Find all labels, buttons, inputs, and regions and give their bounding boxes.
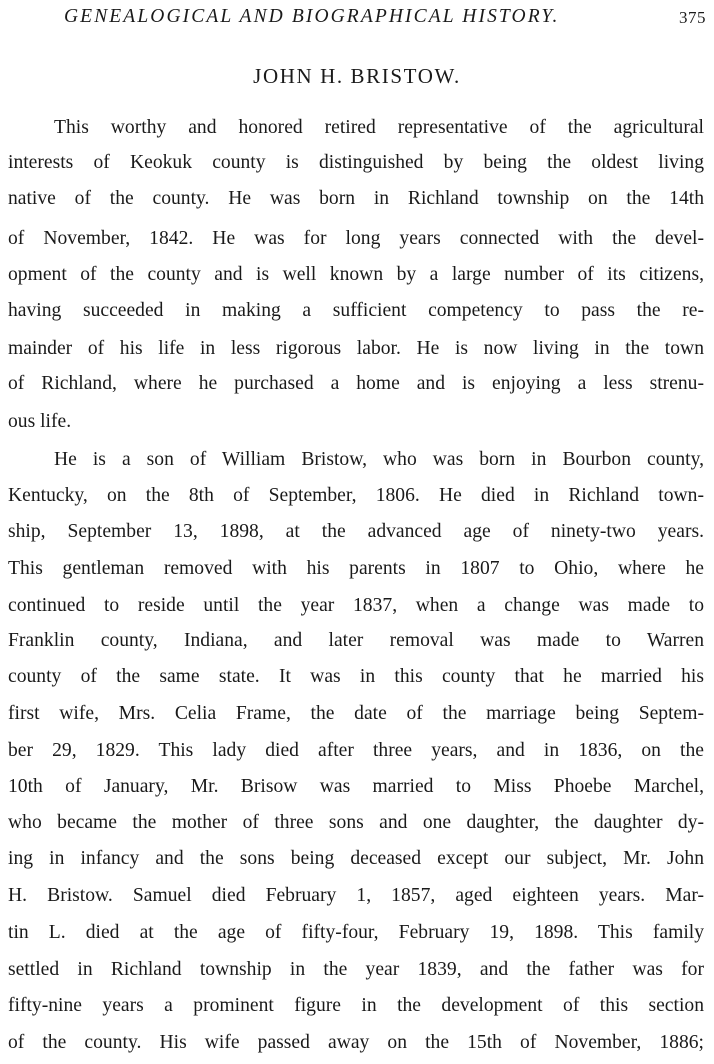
text-line: native of the county. He was born in Richland township on the 14th — [8, 188, 704, 209]
text-line: 10th of January, Mr. Brisow was married to Miss Phoebe Marchel, — [8, 776, 704, 797]
text-line: having succeeded in making a sufficient competency to pass the re- — [8, 300, 704, 321]
text-line: of November, 1842. He was for long years connected with the devel- — [8, 228, 704, 249]
text-line: who became the mother of three sons and one daughter, the daughter dy- — [8, 812, 704, 833]
text-line: Kentucky, on the 8th of September, 1806. He died in Richland town- — [8, 485, 704, 506]
text-line: opment of the county and is well known by a large number of its citizens, — [8, 264, 704, 285]
text-line: of the county. His wife passed away on the 15th of November, 1886; — [8, 1032, 704, 1053]
text-line: county of the same state. It was in this county that he married his — [8, 666, 704, 687]
section-title: JOHN H. BRISTOW. — [253, 64, 461, 88]
running-head: GENEALOGICAL AND BIOGRAPHICAL HISTORY. — [64, 6, 560, 27]
text-line: first wife, Mrs. Celia Frame, the date of the marriage being Septem- — [8, 703, 704, 724]
text-line: This worthy and honored retired representative of the agricultural — [54, 117, 704, 138]
text-line: mainder of his life in less rigorous labor. He is now living in the town — [8, 338, 704, 359]
text-line: ber 29, 1829. This lady died after three years, and in 1836, on the — [8, 740, 704, 761]
text-line: fifty-nine years a prominent figure in the development of this section — [8, 995, 704, 1016]
text-line: ing in infancy and the sons being deceased except our subject, Mr. John — [8, 848, 704, 869]
text-line: He is a son of William Bristow, who was born in Bourbon county, — [54, 449, 704, 470]
text-line: tin L. died at the age of fifty-four, February 19, 1898. This family — [8, 922, 704, 943]
text-line: settled in Richland township in the year 1839, and the father was for — [8, 959, 704, 980]
text-line: This gentleman removed with his parents in 1807 to Ohio, where he — [8, 558, 704, 579]
text-line: continued to reside until the year 1837, when a change was made to — [8, 595, 704, 616]
text-line: Franklin county, Indiana, and later removal was made to Warren — [8, 630, 704, 651]
text-line: ship, September 13, 1898, at the advanced age of ninety-two years. — [8, 521, 704, 542]
text-line: ous life. — [8, 411, 72, 432]
text-line: interests of Keokuk county is distinguished by being the oldest living — [8, 152, 704, 173]
text-line: H. Bristow. Samuel died February 1, 1857, aged eighteen years. Mar- — [8, 885, 704, 906]
text-line: of Richland, where he purchased a home and is enjoying a less strenu- — [8, 373, 704, 394]
page-number: 375 — [679, 8, 706, 27]
